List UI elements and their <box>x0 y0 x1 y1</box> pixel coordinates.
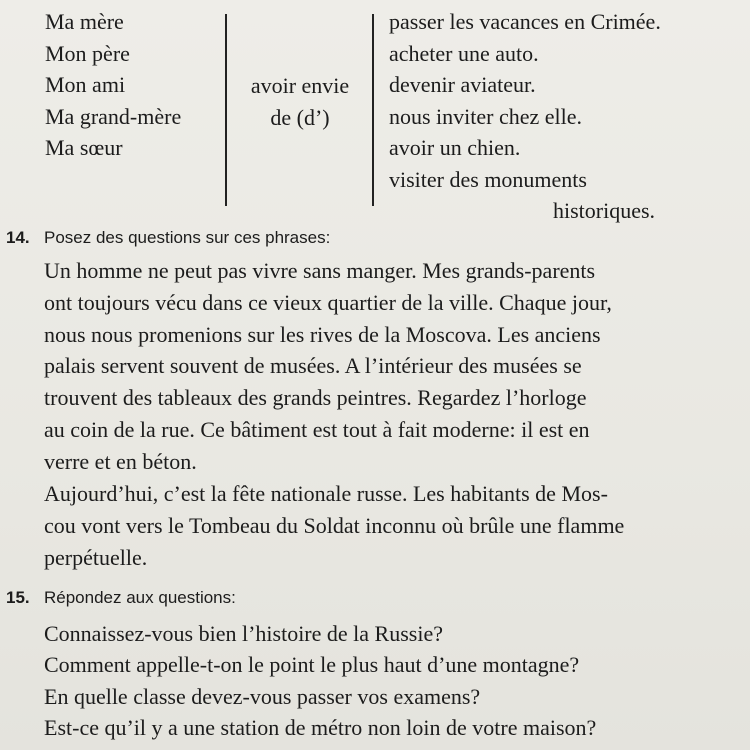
verb-line: de (d’) <box>270 104 330 130</box>
complements-column <box>389 6 661 227</box>
exercise-15-questions <box>44 618 744 743</box>
text-line: Aujourd’hui, c’est la fête nationale russe. Les habitants de Mos- <box>44 481 608 506</box>
text-line: perpétuelle. <box>44 544 148 570</box>
subject-item: Mon père <box>45 40 130 66</box>
text-line: nous nous promenions sur les rives de la Moscova. Les anciens <box>44 321 601 347</box>
exercise-instruction: Posez des questions sur ces phrases: <box>44 228 331 247</box>
complement-item: acheter une auto. <box>389 40 539 66</box>
text-line: au coin de la rue. Ce bâtiment est tout à fait moderne: il est en <box>44 416 590 442</box>
column-divider <box>225 14 227 206</box>
exercise-number: 14. <box>6 228 30 247</box>
verb-line: avoir envie <box>250 73 350 98</box>
text-line: trouvent des tableaux des grands peintres. Regardez l’horloge <box>44 385 587 411</box>
substitution-table <box>0 0 750 232</box>
question-line: Comment appelle-t-on le point le plus haut d’une montagne? <box>44 652 580 678</box>
exercise-number: 15. <box>6 588 30 607</box>
question-line: En quelle classe devez-vous passer vos examens? <box>44 683 481 709</box>
complement-item: visiter des monuments <box>389 166 587 192</box>
exercise-14-paragraph-1 <box>44 255 744 478</box>
question-line: Connaissez-vous bien l’histoire de la Russie? <box>44 621 443 646</box>
subject-item: Mon ami <box>45 72 126 97</box>
text-line: ont toujours vécu dans ce vieux quartier de la ville. Chaque jour, <box>44 289 612 315</box>
text-line: palais servent souvent de musées. A l’intérieur des musées se <box>44 353 582 379</box>
subject-item: Ma sœur <box>45 135 123 160</box>
verb-column <box>232 70 368 133</box>
exercise-instruction: Répondez aux questions: <box>44 588 236 607</box>
text-line: verre et en béton. <box>44 448 197 474</box>
exercise-14-paragraph-2 <box>44 478 744 573</box>
complement-item: devenir aviateur. <box>389 72 536 97</box>
text-line: Un homme ne peut pas vivre sans manger. Mes grands-parents <box>44 258 596 283</box>
complement-item: historiques. <box>553 198 656 223</box>
complement-item: passer les vacances en Crimée. <box>389 9 661 34</box>
column-divider <box>372 14 374 206</box>
complement-item: nous inviter chez elle. <box>389 103 583 129</box>
text-line: cou vont vers le Tombeau du Soldat inconnu où brûle une flamme <box>44 512 625 538</box>
subjects-column <box>45 6 181 164</box>
question-line: Est-ce qu’il y a une station de métro non loin de votre maison? <box>44 714 597 740</box>
subject-item: Ma grand-mère <box>45 103 182 129</box>
subject-item: Ma mère <box>45 9 124 34</box>
complement-item: avoir un chien. <box>389 135 521 160</box>
